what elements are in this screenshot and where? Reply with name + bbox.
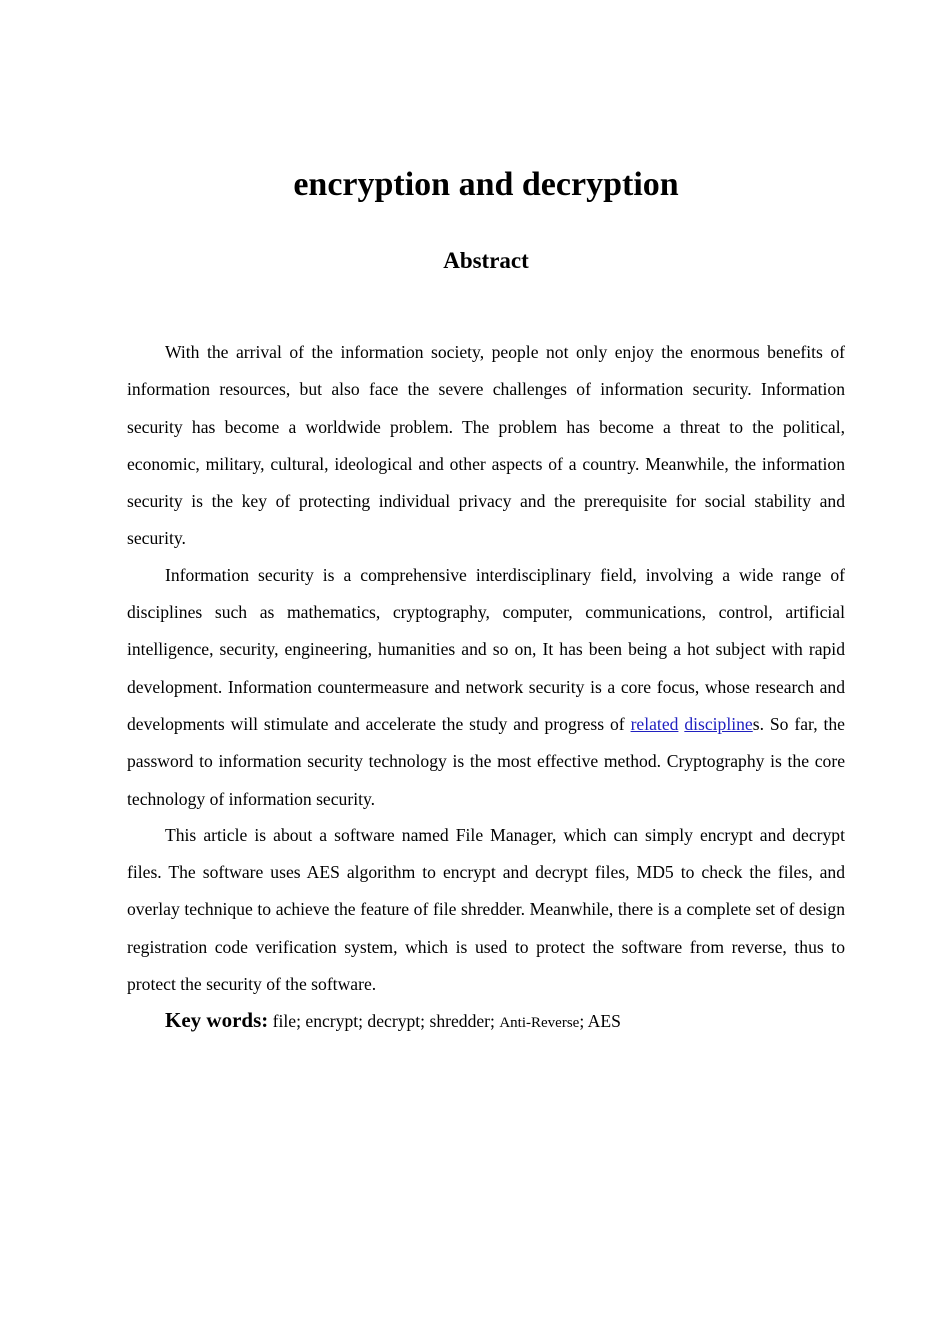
abstract-paragraph-3: This article is about a software named File Manager, which can simply encrypt and decrypt files. The software uses AES algorithm to encrypt and decrypt files, MD5 to check the files, and overlay technique to achieve the feature of file shredder. Meanwhile, there is a complete set of design registration code verification system, which is used to protect the software from reverse, thus to protect the security of the software. — [127, 824, 845, 995]
keywords-aes: ; AES — [579, 1011, 621, 1032]
paragraph-2-text-end: s. So far, the password to information security technology is the most effective method. Cryptography is the core technology of information security. — [127, 713, 845, 809]
abstract-heading: Abstract — [443, 248, 529, 273]
abstract-body — [127, 334, 845, 1041]
discipline-link[interactable]: discipline — [684, 713, 753, 734]
keywords-label: Key words: — [165, 1008, 269, 1033]
keywords-list: file; encrypt; decrypt; shredder; — [272, 1011, 500, 1032]
document-title: encryption and decryption — [293, 166, 679, 203]
paragraph-2-text: Information security is a comprehensive interdisciplinary field, involving a wide range of disciplines such as mathematics, cryptography, computer, communications, control, artificial intelligence, security, engineering, humanities and so on, It has been being a hot subject with rapid development. Information countermeasure and network security is a core focus, whose research and developments will stimulate and accelerate the study and progress of — [127, 564, 845, 734]
abstract-paragraph-1: With the arrival of the information society, people not only enjoy the enormous benefits of information resources, but also face the severe challenges of information security. Information security has become a worldwide problem. The problem has become a threat to the political, economic, military, cultural, ideological and other aspects of a country. Meanwhile, the information security is the key of protecting individual privacy and the prerequisite for social stability and security. — [127, 342, 845, 549]
keywords-anti-reverse: Anti-Reverse — [499, 1015, 580, 1032]
abstract-paragraph-2 — [127, 557, 845, 818]
keywords-line — [127, 1002, 845, 1042]
related-link[interactable]: related — [630, 713, 679, 734]
